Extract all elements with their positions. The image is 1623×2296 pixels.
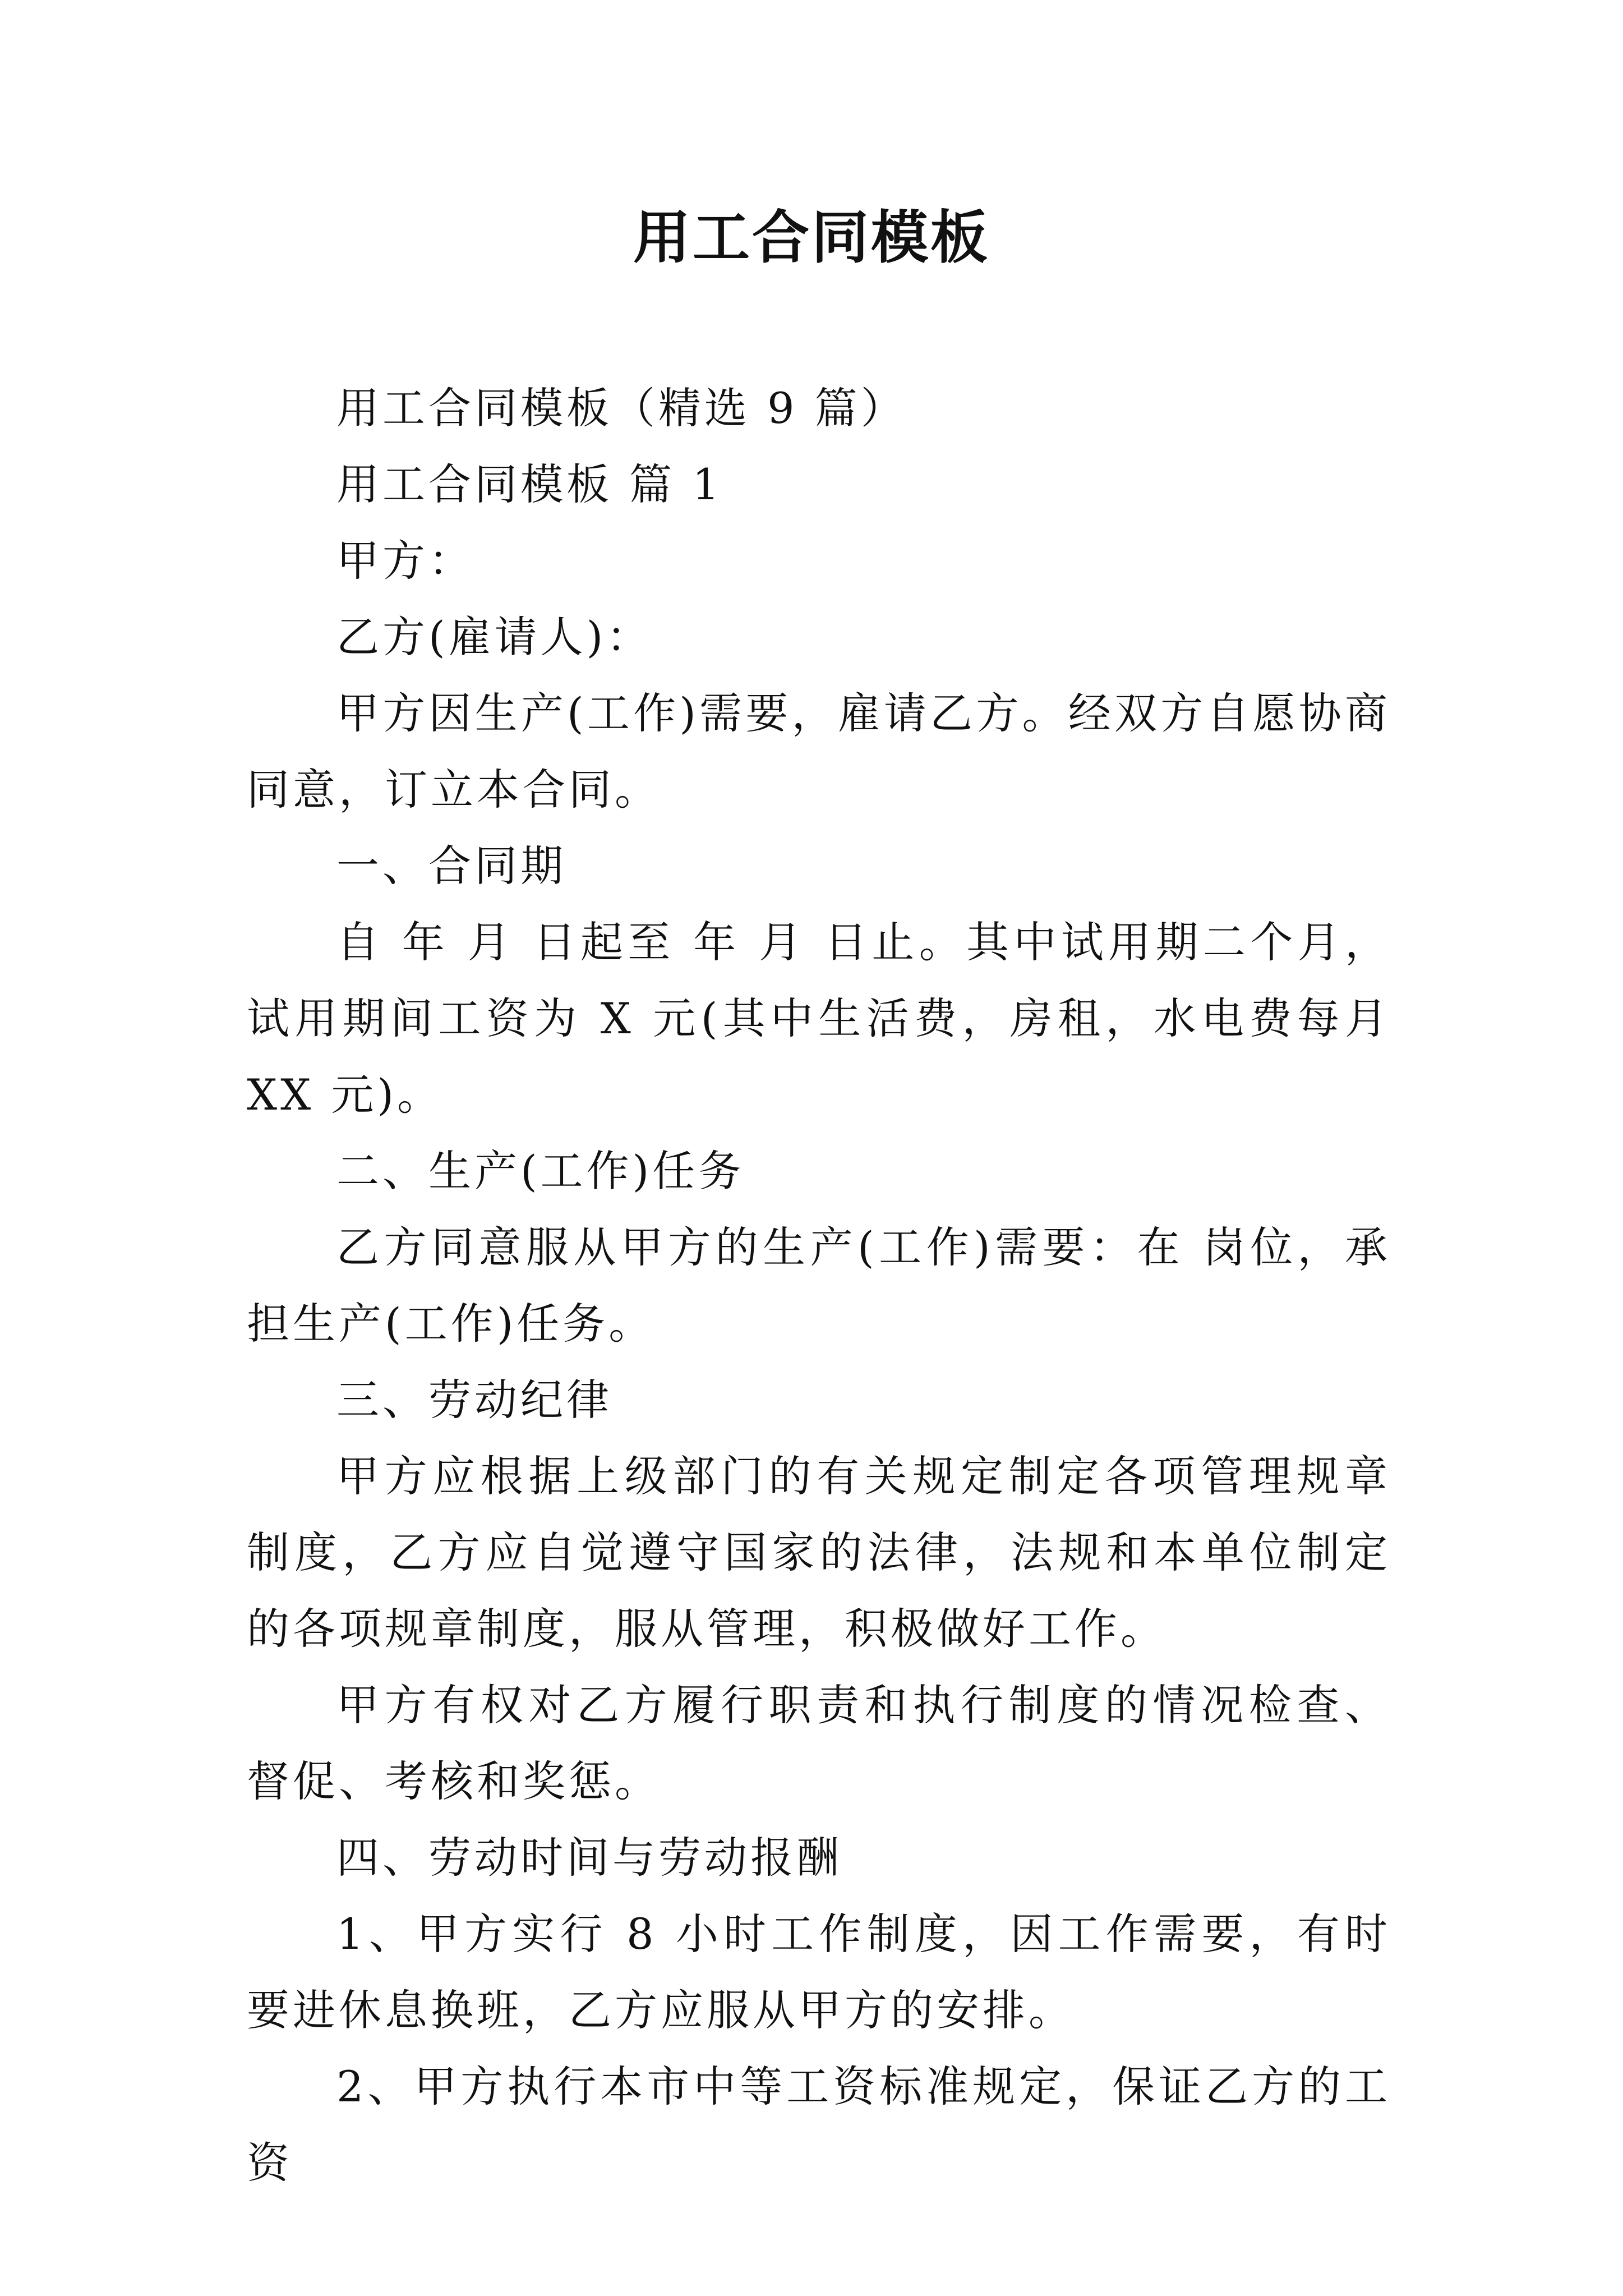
paragraph-contract-term: 自 年 月 日起至 年 月 日止。其中试用期二个月，试用期间工资为 X 元(其中生活费，房租，水电费每月 XX 元)。 xyxy=(247,917,1391,1120)
document-title: 用工合同模板 xyxy=(633,205,990,272)
paragraph-working-hours-1: 1、甲方实行 8 小时工作制度，因工作需要，有时要进休息换班，乙方应服从甲方的安排。 xyxy=(247,1909,1391,2035)
heading-contract-term: 一、合同期 xyxy=(336,841,566,891)
document-body xyxy=(247,370,1391,2201)
paragraph-section-heading: 用工合同模板 篇 1 xyxy=(336,459,723,509)
paragraph-intro: 用工合同模板（精选 9 篇） xyxy=(336,383,907,433)
party-b-line: 乙方(雇请人)： xyxy=(336,612,653,662)
heading-work-tasks: 二、生产(工作)任务 xyxy=(336,1146,745,1196)
paragraph-supervision: 甲方有权对乙方履行职责和执行制度的情况检查、督促、考核和奖惩。 xyxy=(247,1680,1391,1806)
paragraph-labor-discipline: 甲方应根据上级部门的有关规定制定各项管理规章制度，乙方应自觉遵守国家的法律，法规和本单位制定的各项规章制度，服从管理，积极做好工作。 xyxy=(247,1451,1391,1654)
heading-labor-discipline: 三、劳动纪律 xyxy=(336,1375,612,1425)
party-a-line: 甲方： xyxy=(336,536,474,586)
paragraph-work-tasks: 乙方同意服从甲方的生产(工作)需要：在 岗位，承担生产(工作)任务。 xyxy=(247,1222,1391,1349)
heading-working-hours: 四、劳动时间与劳动报酬 xyxy=(336,1833,842,1883)
paragraph-preamble: 甲方因生产(工作)需要，雇请乙方。经双方自愿协商同意，订立本合同。 xyxy=(247,688,1391,815)
paragraph-working-hours-2: 2、甲方执行本市中等工资标准规定，保证乙方的工资 xyxy=(247,2062,1391,2188)
